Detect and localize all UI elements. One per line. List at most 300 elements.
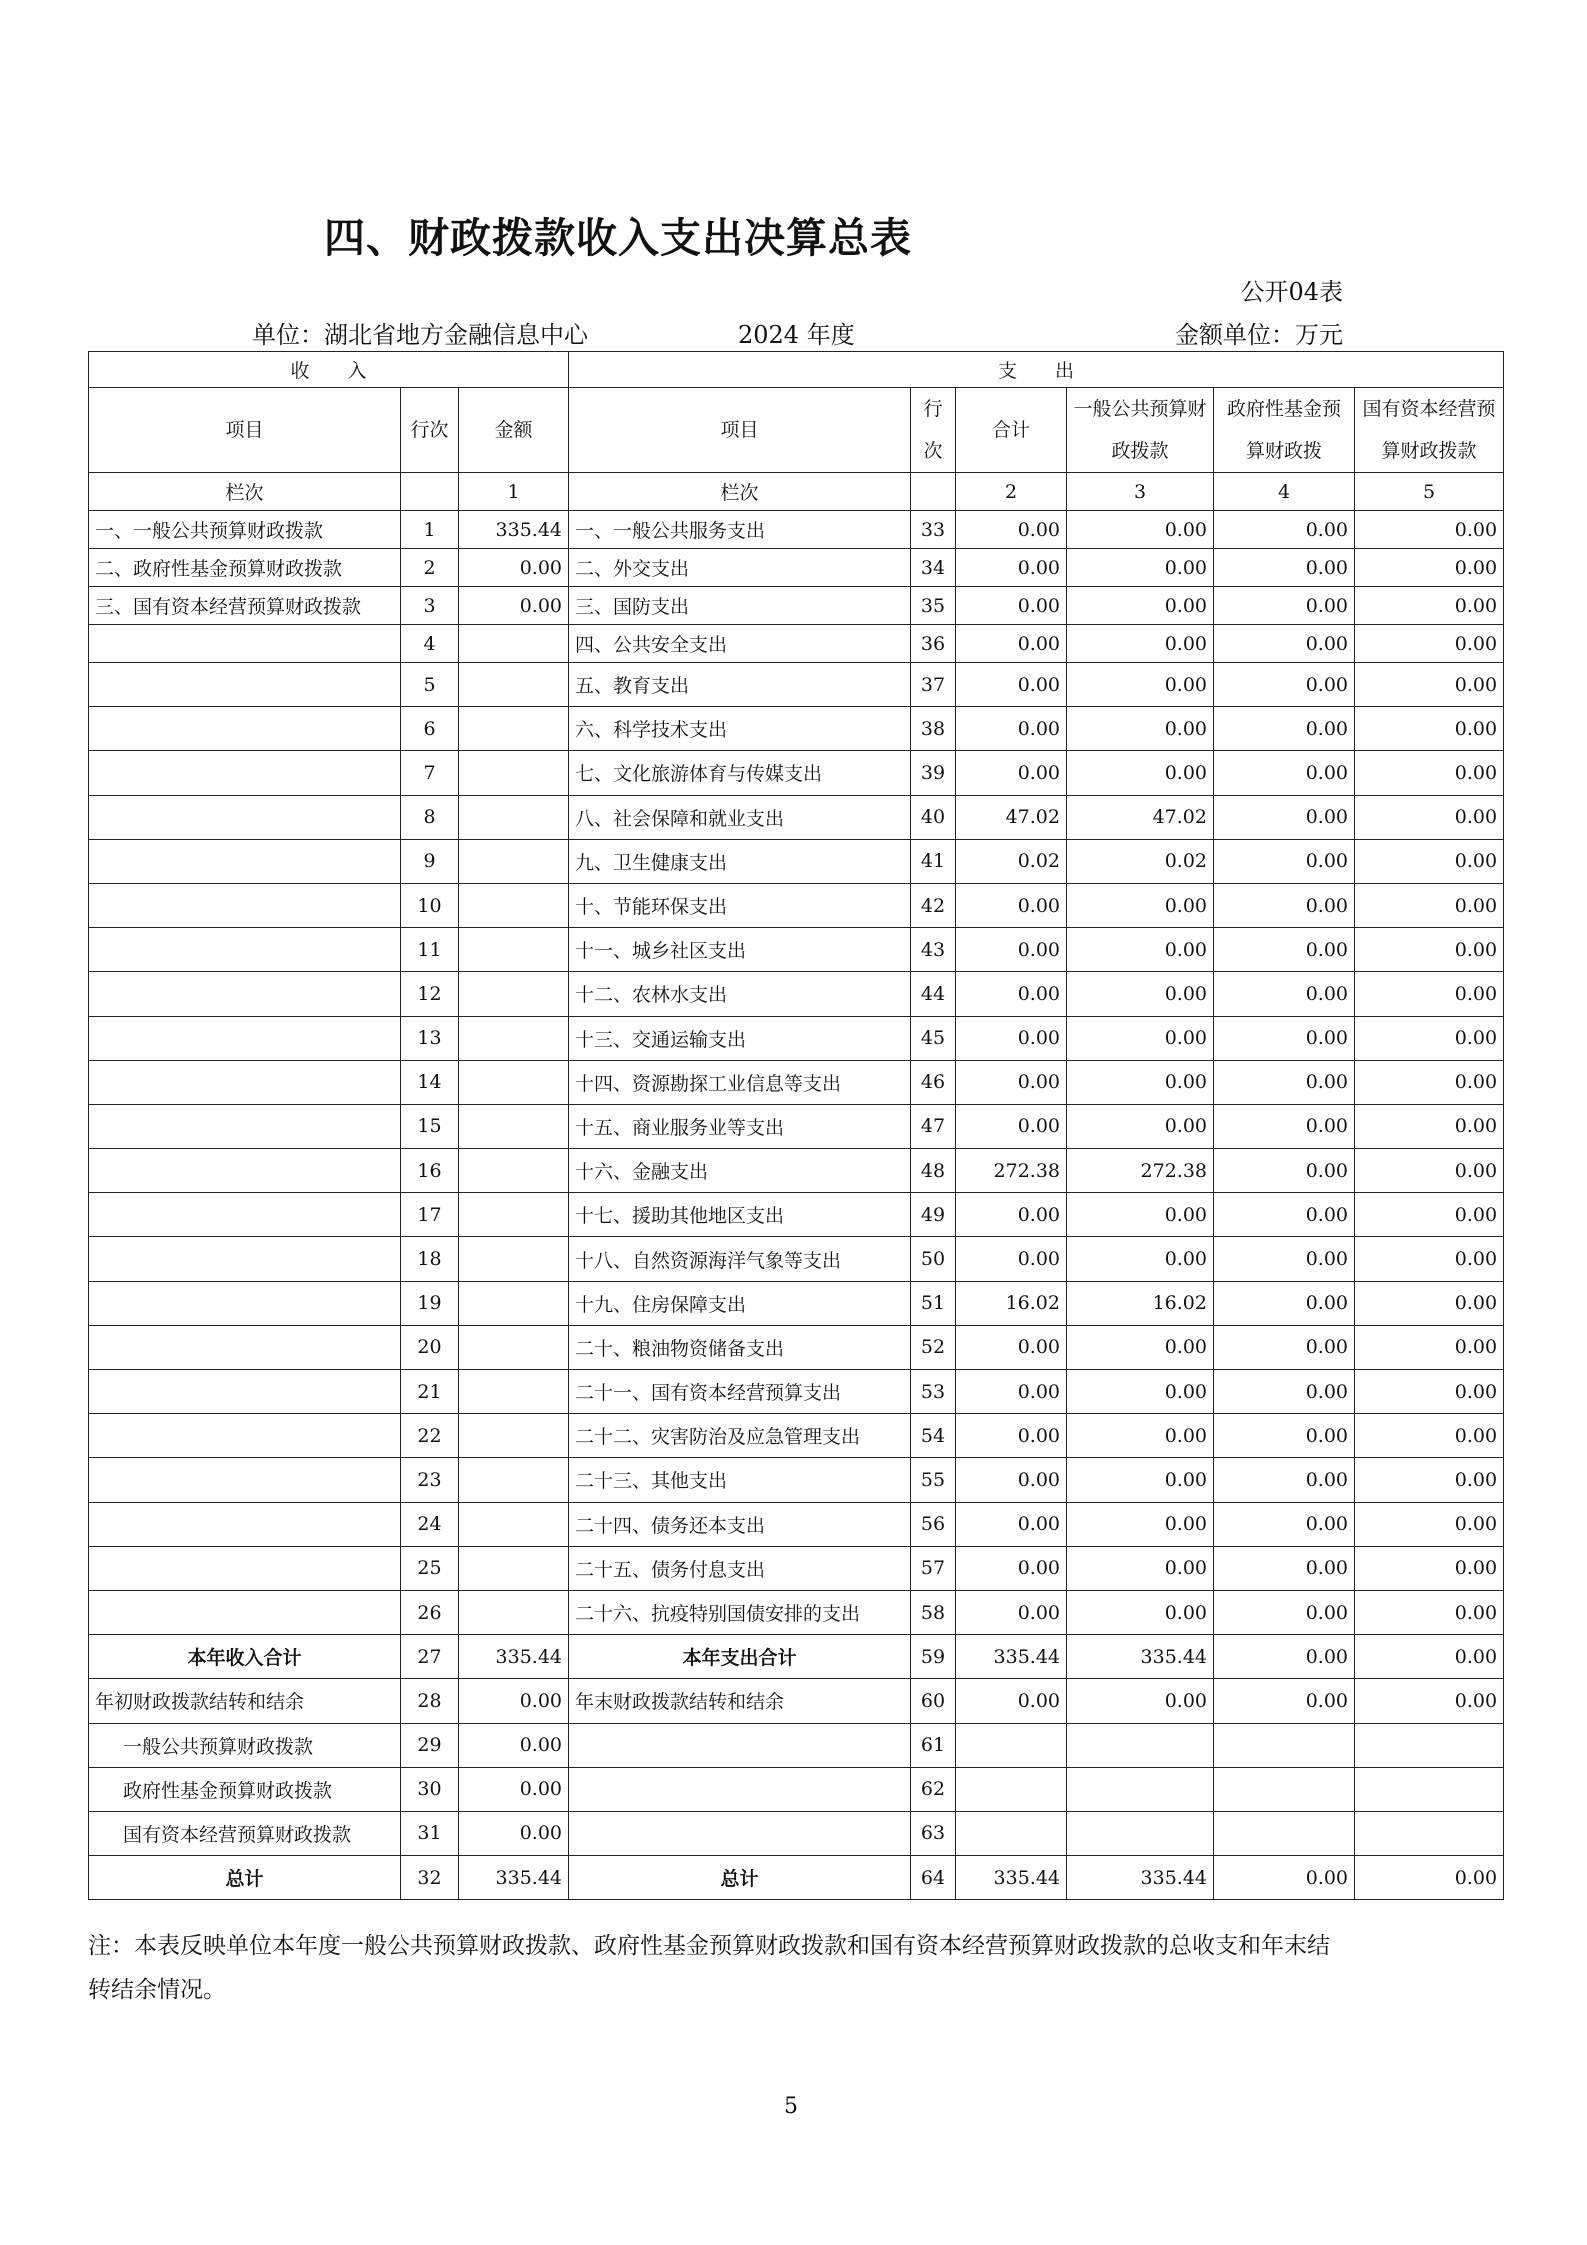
- expense-general-budget: 0.00: [1067, 1546, 1214, 1590]
- income-item: [89, 1590, 401, 1634]
- expense-general-budget: [1067, 1723, 1214, 1767]
- table-row: [89, 1856, 1504, 1900]
- expense-state-capital: 0.00: [1355, 1370, 1504, 1414]
- expense-item: 本年支出合计: [569, 1635, 911, 1679]
- expense-state-capital: 0.00: [1355, 1679, 1504, 1723]
- income-item: [89, 1104, 401, 1148]
- table-row: [89, 928, 1504, 972]
- expense-item: [569, 1767, 911, 1811]
- expense-gov-fund: 0.00: [1214, 1679, 1355, 1723]
- expense-gov-fund: [1214, 1723, 1355, 1767]
- expense-total: 0.00: [956, 1679, 1067, 1723]
- expense-line: 41: [911, 839, 956, 883]
- income-header: 收 入: [89, 352, 569, 388]
- income-item: [89, 1193, 401, 1237]
- expense-state-capital: 0.00: [1355, 1590, 1504, 1634]
- expense-gov-fund: 0.00: [1214, 883, 1355, 927]
- income-amount: [459, 883, 569, 927]
- income-item: 二、政府性基金预算财政拨款: [89, 549, 401, 587]
- expense-state-capital: [1355, 1723, 1504, 1767]
- expense-general-budget: 0.00: [1067, 1325, 1214, 1369]
- income-line: 22: [401, 1414, 459, 1458]
- table-row: [89, 511, 1504, 549]
- income-item: [89, 1502, 401, 1546]
- expense-general-budget: 0.00: [1067, 663, 1214, 707]
- expense-line: 58: [911, 1590, 956, 1634]
- income-item: [89, 625, 401, 663]
- gov-fund-header: 政府性基金预算财政拨: [1214, 388, 1355, 473]
- table-row: [89, 1414, 1504, 1458]
- expense-item: 十二、农林水支出: [569, 972, 911, 1016]
- expense-state-capital: [1355, 1767, 1504, 1811]
- expense-state-capital: 0.00: [1355, 795, 1504, 839]
- expense-line: 38: [911, 707, 956, 751]
- expense-line-header: 行次: [911, 388, 956, 473]
- income-line: 4: [401, 625, 459, 663]
- expense-gov-fund: 0.00: [1214, 795, 1355, 839]
- expense-item: 二十三、其他支出: [569, 1458, 911, 1502]
- expense-state-capital: 0.00: [1355, 1856, 1504, 1900]
- expense-state-capital: 0.00: [1355, 1193, 1504, 1237]
- expense-item: 十九、住房保障支出: [569, 1281, 911, 1325]
- expense-general-budget: 0.00: [1067, 1237, 1214, 1281]
- income-item: [89, 663, 401, 707]
- expense-gov-fund: 0.00: [1214, 972, 1355, 1016]
- expense-item: [569, 1811, 911, 1855]
- income-amount: [459, 972, 569, 1016]
- expense-total: 0.00: [956, 549, 1067, 587]
- expense-state-capital: 0.00: [1355, 511, 1504, 549]
- expense-general-budget: 335.44: [1067, 1635, 1214, 1679]
- table-row: [89, 795, 1504, 839]
- expense-general-budget: 0.00: [1067, 1679, 1214, 1723]
- table-row: [89, 1149, 1504, 1193]
- expense-line: 61: [911, 1723, 956, 1767]
- expense-item: 八、社会保障和就业支出: [569, 795, 911, 839]
- expense-item: 三、国防支出: [569, 587, 911, 625]
- expense-gov-fund: 0.00: [1214, 1590, 1355, 1634]
- expense-item: 七、文化旅游体育与传媒支出: [569, 751, 911, 795]
- income-line: 19: [401, 1281, 459, 1325]
- expense-general-budget: 0.00: [1067, 587, 1214, 625]
- expense-general-budget: 0.00: [1067, 751, 1214, 795]
- income-line: 16: [401, 1149, 459, 1193]
- income-line: 13: [401, 1016, 459, 1060]
- income-item: [89, 1016, 401, 1060]
- expense-total: 0.00: [956, 587, 1067, 625]
- income-item: [89, 1414, 401, 1458]
- income-amount: 0.00: [459, 1679, 569, 1723]
- expense-state-capital: 0.00: [1355, 663, 1504, 707]
- table-row: [89, 1325, 1504, 1369]
- income-item: [89, 883, 401, 927]
- expense-total: 0.00: [956, 751, 1067, 795]
- income-item: 一般公共预算财政拨款: [89, 1723, 401, 1767]
- expense-item: 六、科学技术支出: [569, 707, 911, 751]
- expense-line: 57: [911, 1546, 956, 1590]
- expense-total: [956, 1767, 1067, 1811]
- income-item: 年初财政拨款结转和结余: [89, 1679, 401, 1723]
- year-label: 2024 年度: [738, 321, 855, 349]
- table-row: [89, 1237, 1504, 1281]
- income-line: 25: [401, 1546, 459, 1590]
- table-row: [89, 707, 1504, 751]
- expense-gov-fund: 0.00: [1214, 1635, 1355, 1679]
- expense-general-budget: 0.00: [1067, 1370, 1214, 1414]
- expense-line: 49: [911, 1193, 956, 1237]
- income-amount: [459, 1458, 569, 1502]
- income-amount: [459, 1237, 569, 1281]
- col-1: 1: [459, 473, 569, 511]
- expense-state-capital: 0.00: [1355, 1502, 1504, 1546]
- expense-item: 十四、资源勘探工业信息等支出: [569, 1060, 911, 1104]
- income-line: 27: [401, 1635, 459, 1679]
- expense-total: 0.02: [956, 839, 1067, 883]
- income-line: 26: [401, 1590, 459, 1634]
- money-unit-label: 金额单位：万元: [1175, 321, 1343, 349]
- income-line: 11: [401, 928, 459, 972]
- col-blank: [911, 473, 956, 511]
- expense-line: 60: [911, 1679, 956, 1723]
- income-line: 31: [401, 1811, 459, 1855]
- expense-general-budget: 0.00: [1067, 928, 1214, 972]
- expense-general-budget: 0.00: [1067, 549, 1214, 587]
- expense-state-capital: 0.00: [1355, 972, 1504, 1016]
- expense-total: 0.00: [956, 663, 1067, 707]
- expense-total: 0.00: [956, 1546, 1067, 1590]
- income-line: 5: [401, 663, 459, 707]
- expense-line: 35: [911, 587, 956, 625]
- expense-total: 16.02: [956, 1281, 1067, 1325]
- income-amount: [459, 707, 569, 751]
- expense-line: 54: [911, 1414, 956, 1458]
- expense-state-capital: 0.00: [1355, 1149, 1504, 1193]
- expense-gov-fund: [1214, 1811, 1355, 1855]
- income-line: 14: [401, 1060, 459, 1104]
- income-line: 15: [401, 1104, 459, 1148]
- expense-state-capital: 0.00: [1355, 1458, 1504, 1502]
- expense-general-budget: 0.00: [1067, 511, 1214, 549]
- expense-total: 335.44: [956, 1856, 1067, 1900]
- expense-gov-fund: 0.00: [1214, 839, 1355, 883]
- income-line: 28: [401, 1679, 459, 1723]
- page-title: 四、财政拨款收入支出决算总表: [324, 214, 912, 262]
- income-amount: [459, 1193, 569, 1237]
- income-line: 3: [401, 587, 459, 625]
- income-amount: 0.00: [459, 587, 569, 625]
- expense-gov-fund: 0.00: [1214, 549, 1355, 587]
- expense-state-capital: 0.00: [1355, 1325, 1504, 1369]
- income-item: [89, 795, 401, 839]
- table-row: [89, 1679, 1504, 1723]
- income-item: [89, 1281, 401, 1325]
- expense-total: 0.00: [956, 1590, 1067, 1634]
- expense-general-budget: 0.00: [1067, 1104, 1214, 1148]
- expense-line: 62: [911, 1767, 956, 1811]
- income-item: [89, 928, 401, 972]
- expense-gov-fund: 0.00: [1214, 928, 1355, 972]
- expense-general-budget: 0.00: [1067, 1193, 1214, 1237]
- table-note: 注：本表反映单位本年度一般公共预算财政拨款、政府性基金预算财政拨款和国有资本经营预算财政拨款的总收支和年末结转结余情况。: [88, 1933, 1330, 2003]
- expense-total: 0.00: [956, 1104, 1067, 1148]
- expense-state-capital: 0.00: [1355, 1281, 1504, 1325]
- expense-gov-fund: 0.00: [1214, 1193, 1355, 1237]
- income-amount: [459, 928, 569, 972]
- unit-label: 单位：湖北省地方金融信息中心: [252, 321, 588, 349]
- expense-state-capital: 0.00: [1355, 1546, 1504, 1590]
- income-line: 21: [401, 1370, 459, 1414]
- expense-total: 0.00: [956, 1193, 1067, 1237]
- income-line: 12: [401, 972, 459, 1016]
- income-amount: 0.00: [459, 1811, 569, 1855]
- income-amount: [459, 795, 569, 839]
- expense-general-budget: 0.00: [1067, 625, 1214, 663]
- expense-line: 55: [911, 1458, 956, 1502]
- expense-total: 0.00: [956, 928, 1067, 972]
- income-amount: [459, 751, 569, 795]
- table-row: [89, 1590, 1504, 1634]
- expense-item: 五、教育支出: [569, 663, 911, 707]
- expense-state-capital: 0.00: [1355, 549, 1504, 587]
- income-amount: [459, 1414, 569, 1458]
- expense-state-capital: 0.00: [1355, 883, 1504, 927]
- total-header: 合计: [956, 388, 1067, 473]
- income-amount: 335.44: [459, 1856, 569, 1900]
- expense-line: 48: [911, 1149, 956, 1193]
- expense-line: 39: [911, 751, 956, 795]
- income-amount: [459, 1149, 569, 1193]
- expense-line: 51: [911, 1281, 956, 1325]
- income-amount: [459, 1325, 569, 1369]
- expense-total: 0.00: [956, 883, 1067, 927]
- expense-total: 0.00: [956, 511, 1067, 549]
- expense-total: 0.00: [956, 1016, 1067, 1060]
- table-row: [89, 1370, 1504, 1414]
- table-row: [89, 1635, 1504, 1679]
- expense-state-capital: 0.00: [1355, 1237, 1504, 1281]
- expense-gov-fund: 0.00: [1214, 1016, 1355, 1060]
- expense-total: 0.00: [956, 1414, 1067, 1458]
- income-line: 20: [401, 1325, 459, 1369]
- income-item: [89, 1370, 401, 1414]
- expense-line: 59: [911, 1635, 956, 1679]
- expense-gov-fund: 0.00: [1214, 1281, 1355, 1325]
- expense-gov-fund: 0.00: [1214, 1370, 1355, 1414]
- table-row: [89, 1281, 1504, 1325]
- income-item: [89, 1458, 401, 1502]
- income-amount: 335.44: [459, 1635, 569, 1679]
- expense-total: 0.00: [956, 1458, 1067, 1502]
- expense-general-budget: 0.00: [1067, 1414, 1214, 1458]
- table-row: [89, 1458, 1504, 1502]
- table-row: [89, 839, 1504, 883]
- table-row: [89, 1104, 1504, 1148]
- income-item: [89, 1149, 401, 1193]
- expense-gov-fund: 0.00: [1214, 1856, 1355, 1900]
- expense-gov-fund: 0.00: [1214, 1458, 1355, 1502]
- income-line: 29: [401, 1723, 459, 1767]
- table-code: 公开04表: [1240, 278, 1343, 306]
- expense-line: 64: [911, 1856, 956, 1900]
- expense-line: 36: [911, 625, 956, 663]
- table-row: [89, 1193, 1504, 1237]
- income-line: 8: [401, 795, 459, 839]
- expense-header: 支 出: [569, 352, 1504, 388]
- income-item: 国有资本经营预算财政拨款: [89, 1811, 401, 1855]
- expense-item: 二十五、债务付息支出: [569, 1546, 911, 1590]
- income-amount: [459, 663, 569, 707]
- expense-state-capital: 0.00: [1355, 1414, 1504, 1458]
- income-line-header: 行次: [401, 388, 459, 473]
- expense-line: 40: [911, 795, 956, 839]
- table-row: [89, 663, 1504, 707]
- income-item: [89, 1060, 401, 1104]
- expense-state-capital: 0.00: [1355, 839, 1504, 883]
- expense-item: 二十六、抗疫特别国债安排的支出: [569, 1590, 911, 1634]
- expense-line: 52: [911, 1325, 956, 1369]
- expense-state-capital: 0.00: [1355, 1104, 1504, 1148]
- expense-general-budget: 0.00: [1067, 883, 1214, 927]
- table-row: [89, 1767, 1504, 1811]
- expense-gov-fund: 0.00: [1214, 1149, 1355, 1193]
- expense-line: 42: [911, 883, 956, 927]
- expense-general-budget: 0.00: [1067, 1590, 1214, 1634]
- expense-line: 46: [911, 1060, 956, 1104]
- income-amount: [459, 1104, 569, 1148]
- expense-item: 总计: [569, 1856, 911, 1900]
- income-amount: [459, 1060, 569, 1104]
- expense-general-budget: 335.44: [1067, 1856, 1214, 1900]
- expense-item: 一、一般公共服务支出: [569, 511, 911, 549]
- expense-line: 53: [911, 1370, 956, 1414]
- table-row: [89, 1811, 1504, 1855]
- income-amount: 0.00: [459, 1767, 569, 1811]
- expense-item: 十一、城乡社区支出: [569, 928, 911, 972]
- income-amount: 0.00: [459, 549, 569, 587]
- income-amount: [459, 1502, 569, 1546]
- expense-item-header: 项目: [569, 388, 911, 473]
- expense-gov-fund: 0.00: [1214, 1546, 1355, 1590]
- expense-state-capital: [1355, 1811, 1504, 1855]
- expense-line: 45: [911, 1016, 956, 1060]
- state-capital-header: 国有资本经营预算财政拨款: [1355, 388, 1504, 473]
- col-label-expense: 栏次: [569, 473, 911, 511]
- table-row: [89, 751, 1504, 795]
- income-line: 9: [401, 839, 459, 883]
- expense-gov-fund: 0.00: [1214, 1060, 1355, 1104]
- table-row: [89, 1502, 1504, 1546]
- table-row: [89, 1723, 1504, 1767]
- expense-general-budget: 0.00: [1067, 1060, 1214, 1104]
- expense-item: 二十四、债务还本支出: [569, 1502, 911, 1546]
- table-row: [89, 1060, 1504, 1104]
- expense-item: 十七、援助其他地区支出: [569, 1193, 911, 1237]
- income-line: 30: [401, 1767, 459, 1811]
- table-row: [89, 625, 1504, 663]
- expense-gov-fund: 0.00: [1214, 625, 1355, 663]
- expense-state-capital: 0.00: [1355, 625, 1504, 663]
- expense-line: 44: [911, 972, 956, 1016]
- col-blank: [401, 473, 459, 511]
- expense-state-capital: 0.00: [1355, 707, 1504, 751]
- income-line: 24: [401, 1502, 459, 1546]
- expense-total: [956, 1811, 1067, 1855]
- income-item: [89, 839, 401, 883]
- expense-line: 33: [911, 511, 956, 549]
- col-label-income: 栏次: [89, 473, 401, 511]
- income-amount: [459, 1016, 569, 1060]
- income-item: [89, 707, 401, 751]
- table-row: [89, 549, 1504, 587]
- expense-item: 二十、粮油物资储备支出: [569, 1325, 911, 1369]
- table-row: [89, 1016, 1504, 1060]
- expense-general-budget: 16.02: [1067, 1281, 1214, 1325]
- expense-general-budget: 0.00: [1067, 972, 1214, 1016]
- expense-item: 十、节能环保支出: [569, 883, 911, 927]
- income-amount: [459, 1546, 569, 1590]
- col-4: 4: [1214, 473, 1355, 511]
- income-line: 23: [401, 1458, 459, 1502]
- income-line: 2: [401, 549, 459, 587]
- expense-item: 十五、商业服务业等支出: [569, 1104, 911, 1148]
- expense-total: 0.00: [956, 972, 1067, 1016]
- income-item: [89, 1325, 401, 1369]
- expense-gov-fund: 0.00: [1214, 751, 1355, 795]
- table-row: [89, 972, 1504, 1016]
- income-item: [89, 1546, 401, 1590]
- table-row: [89, 587, 1504, 625]
- expense-item: 二十一、国有资本经营预算支出: [569, 1370, 911, 1414]
- income-amount-header: 金额: [459, 388, 569, 473]
- expense-gov-fund: 0.00: [1214, 1414, 1355, 1458]
- expense-general-budget: 47.02: [1067, 795, 1214, 839]
- income-amount: [459, 839, 569, 883]
- income-line: 10: [401, 883, 459, 927]
- expense-gov-fund: [1214, 1767, 1355, 1811]
- expense-line: 47: [911, 1104, 956, 1148]
- expense-line: 50: [911, 1237, 956, 1281]
- expense-general-budget: 0.00: [1067, 1016, 1214, 1060]
- expense-total: 0.00: [956, 1370, 1067, 1414]
- expense-gov-fund: 0.00: [1214, 1237, 1355, 1281]
- expense-line: 34: [911, 549, 956, 587]
- expense-state-capital: 0.00: [1355, 1635, 1504, 1679]
- expense-total: 335.44: [956, 1635, 1067, 1679]
- expense-item: 九、卫生健康支出: [569, 839, 911, 883]
- expense-state-capital: 0.00: [1355, 1060, 1504, 1104]
- expense-general-budget: 0.00: [1067, 1458, 1214, 1502]
- expense-total: 272.38: [956, 1149, 1067, 1193]
- income-line: 32: [401, 1856, 459, 1900]
- expense-total: 0.00: [956, 707, 1067, 751]
- col-3: 3: [1067, 473, 1214, 511]
- income-item: 政府性基金预算财政拨款: [89, 1767, 401, 1811]
- table-row: [89, 883, 1504, 927]
- expense-general-budget: [1067, 1767, 1214, 1811]
- expense-gov-fund: 0.00: [1214, 1104, 1355, 1148]
- expense-line: 63: [911, 1811, 956, 1855]
- col-2: 2: [956, 473, 1067, 511]
- expense-line: 43: [911, 928, 956, 972]
- income-item: [89, 1237, 401, 1281]
- expense-total: 47.02: [956, 795, 1067, 839]
- income-item: 一、一般公共预算财政拨款: [89, 511, 401, 549]
- expense-total: 0.00: [956, 1325, 1067, 1369]
- page-number: 5: [784, 2094, 798, 2119]
- expense-state-capital: 0.00: [1355, 1016, 1504, 1060]
- expense-gov-fund: 0.00: [1214, 511, 1355, 549]
- col-5: 5: [1355, 473, 1504, 511]
